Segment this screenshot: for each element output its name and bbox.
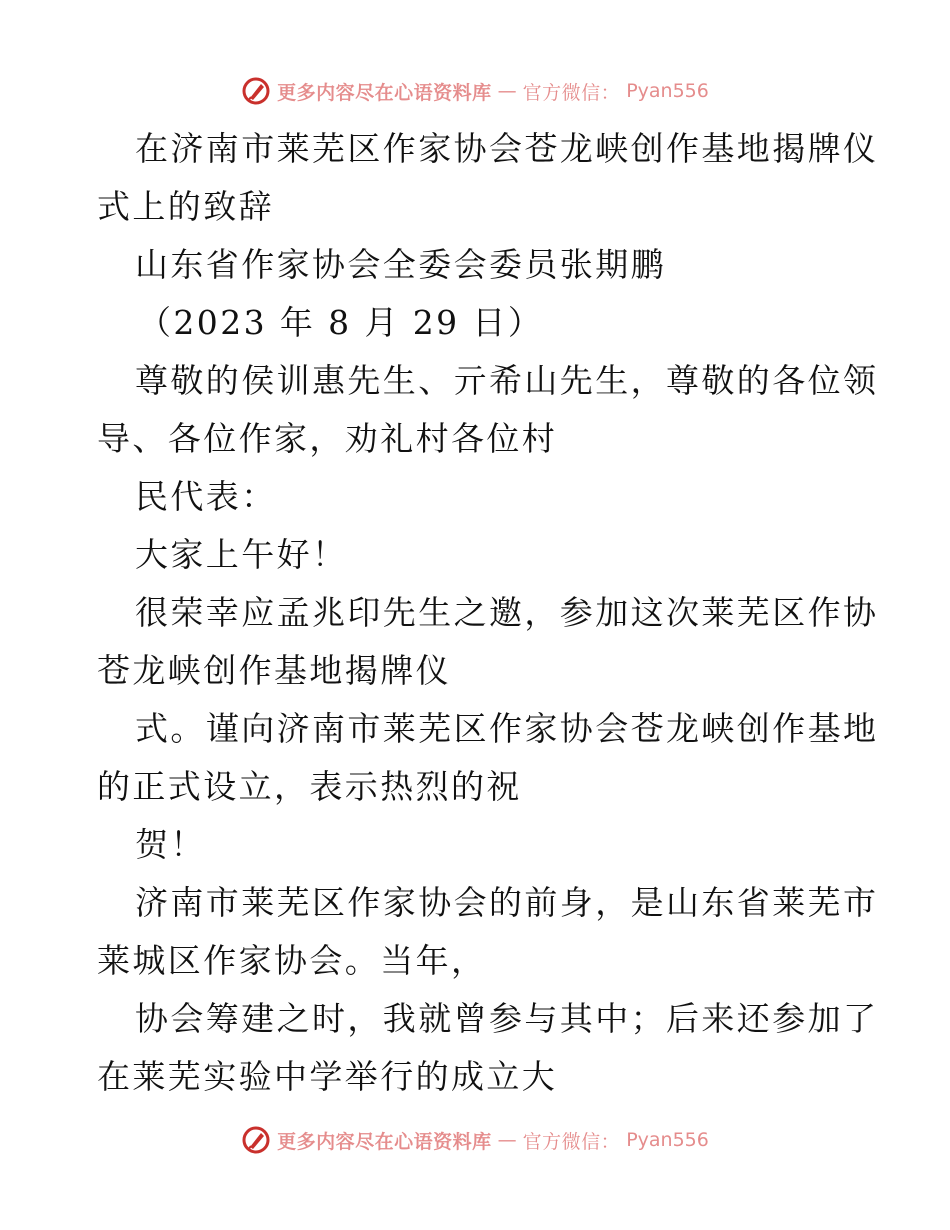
paragraph-line: 贺！ xyxy=(135,825,206,864)
paragraph-line: 很荣幸应孟兆印先生之邀，参加这次莱芜区作协 xyxy=(135,593,879,632)
footer-watermark xyxy=(0,1120,950,1160)
paragraph-line: 在莱芜实验中学举行的成立大 xyxy=(97,1057,558,1096)
header-watermark xyxy=(0,71,950,111)
document-body xyxy=(97,120,879,1106)
watermark-account-label: 官方微信： xyxy=(522,81,621,104)
title-line-1: 在济南市莱芜区作家协会苍龙峡创作基地揭牌仪 xyxy=(135,129,879,168)
paragraph-line: 的正式设立，表示热烈的祝 xyxy=(97,767,522,806)
watermark-handle: Pyan556 xyxy=(626,80,709,102)
quill-pen-icon xyxy=(241,76,271,106)
watermark-account-label: 官方微信： xyxy=(522,1130,621,1153)
watermark-handle: Pyan556 xyxy=(626,1129,709,1151)
watermark-separator: — xyxy=(497,80,517,102)
salutation-line-1: 尊敬的侯训惠先生、亓希山先生，尊敬的各位领 xyxy=(135,361,879,400)
paragraph-line: 济南市莱芜区作家协会的前身，是山东省莱芜市 xyxy=(135,883,879,922)
greeting-line: 大家上午好！ xyxy=(135,535,348,574)
paragraph-line: 莱城区作家协会。当年， xyxy=(97,941,487,980)
watermark-text: 更多内容尽在心语资料库 xyxy=(277,1130,492,1153)
paragraph-line: 苍龙峡创作基地揭牌仪 xyxy=(97,651,451,690)
watermark-text: 更多内容尽在心语资料库 xyxy=(277,81,492,104)
author-line: 山东省作家协会全委会委员张期鹏 xyxy=(135,245,666,284)
paragraph-line: 协会筹建之时，我就曾参与其中；后来还参加了 xyxy=(135,999,879,1038)
title-line-2: 式上的致辞 xyxy=(97,187,274,226)
salutation-line-2: 导、各位作家，劝礼村各位村 xyxy=(97,419,558,458)
paragraph-line: 式。谨向济南市莱芜区作家协会苍龙峡创作基地 xyxy=(135,709,879,748)
date-line: （2023 年 8 月 29 日） xyxy=(138,303,544,342)
watermark-separator: — xyxy=(497,1129,517,1151)
quill-pen-icon xyxy=(241,1125,271,1155)
salutation-line-3: 民代表： xyxy=(135,477,277,516)
